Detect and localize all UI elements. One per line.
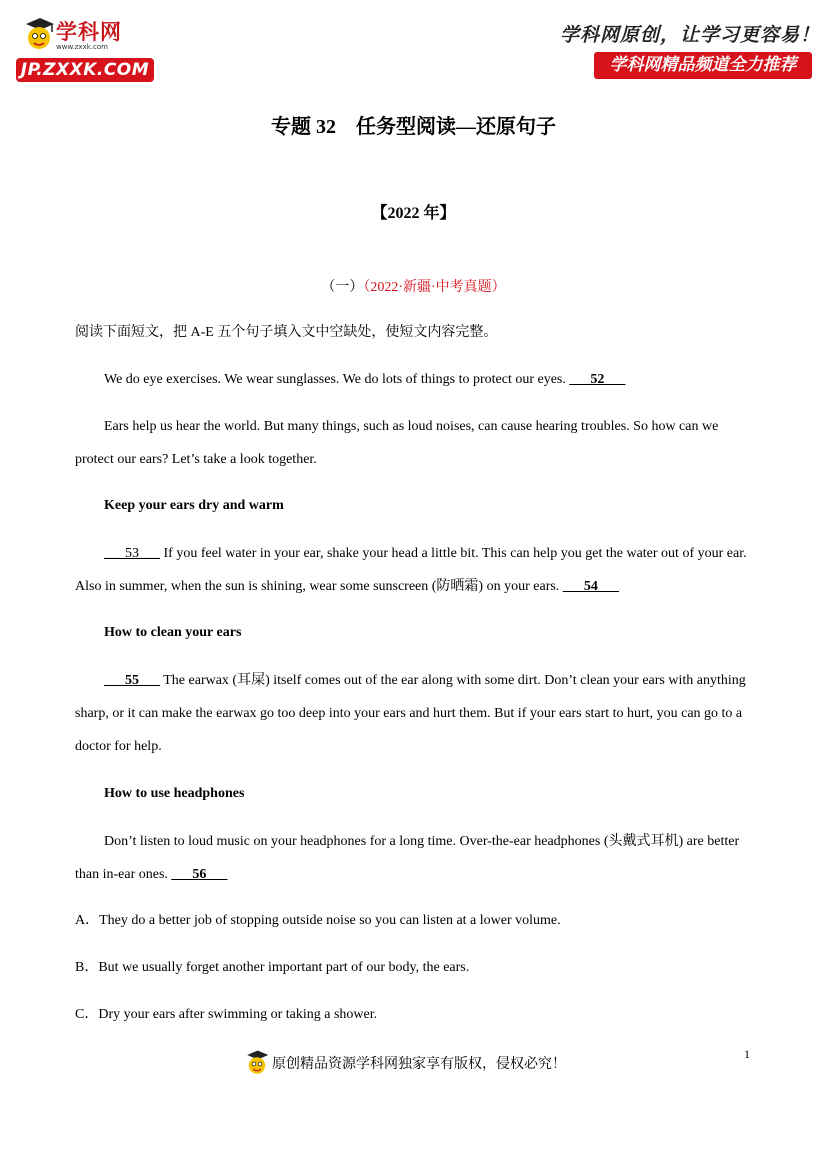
mascot-icon	[22, 16, 56, 56]
page-number: 1	[744, 1047, 750, 1061]
paragraph-5	[75, 825, 755, 891]
paragraph-4	[75, 664, 755, 763]
paragraph-5-text: Don’t listen to loud music on your headphones for a long time. Over-the-ear headphones (头戴式耳机) are better than in-ear ones.	[75, 834, 740, 882]
site-logo[interactable]	[16, 14, 156, 82]
section-source: （2022·新疆·中考真题）	[363, 280, 506, 295]
copyright-text: 原创精品资源学科网独家享有版权，侵权必究！	[272, 1056, 566, 1072]
subheading-dry-warm: Keep your ears dry and warm	[104, 498, 284, 513]
blank-52: ___52___	[569, 372, 626, 387]
section-heading	[0, 276, 827, 296]
paragraph-3-text: If you feel water in your ear, shake your head a little bit. This can help you get the water out of your ear. Also in summer, when the sun is shining, wear some sunscreen (防晒霜) on your ears.	[75, 546, 747, 594]
paragraph-2: Ears help us hear the world. But many things, such as loud noises, can cause hearing troubles. So how can we protect our ears? Let’s take a look together.	[75, 419, 719, 467]
option-b: B．But we usually forget another important part of our body, the ears.	[75, 960, 470, 975]
option-c: C．Dry your ears after swimming or taking a shower.	[75, 1007, 378, 1022]
blank-55: ___55___	[104, 673, 160, 688]
option-a: A．They do a better job of stopping outside noise so you can listen at a lower volume.	[75, 913, 561, 928]
mascot-icon	[244, 1049, 270, 1079]
year-heading: 【2022 年】	[371, 205, 456, 222]
logo-badge: JP.ZXXK.COM	[16, 58, 154, 82]
logo-url: www.zxxk.com	[56, 43, 108, 51]
paragraph-1	[75, 363, 755, 396]
paragraph-4-text: The earwax (耳屎) itself comes out of the ear along with some dirt. Don’t clean your ears with anything sharp, or it can make the earwax go too deep into your ears and hurt them. But if your ears start to hurt, you can go to a doctor for help.	[75, 673, 746, 754]
instruction: 阅读下面短文，把 A-E 五个句子填入文中空缺处，使短文内容完整。	[75, 325, 498, 340]
subheading-headphones: How to use headphones	[104, 786, 245, 801]
paragraph-3	[75, 537, 755, 603]
blank-56: ___56___	[171, 867, 228, 882]
blank-54: ___54___	[562, 579, 619, 594]
blank-53: ___53___	[104, 546, 160, 561]
copyright-footer	[244, 1049, 566, 1079]
logo-name: 学科网	[56, 20, 122, 44]
header-slogan: 学科网原创，让学习更容易！	[560, 24, 821, 46]
section-prefix: （一）	[321, 280, 364, 295]
header-banner: 学科网精品频道全力推荐	[594, 52, 812, 79]
paragraph-1-text: We do eye exercises. We wear sunglasses. We do lots of things to protect our eyes.	[104, 372, 566, 387]
subheading-clean: How to clean your ears	[104, 625, 242, 640]
page-title: 专题 32 任务型阅读—还原句子	[271, 116, 556, 138]
